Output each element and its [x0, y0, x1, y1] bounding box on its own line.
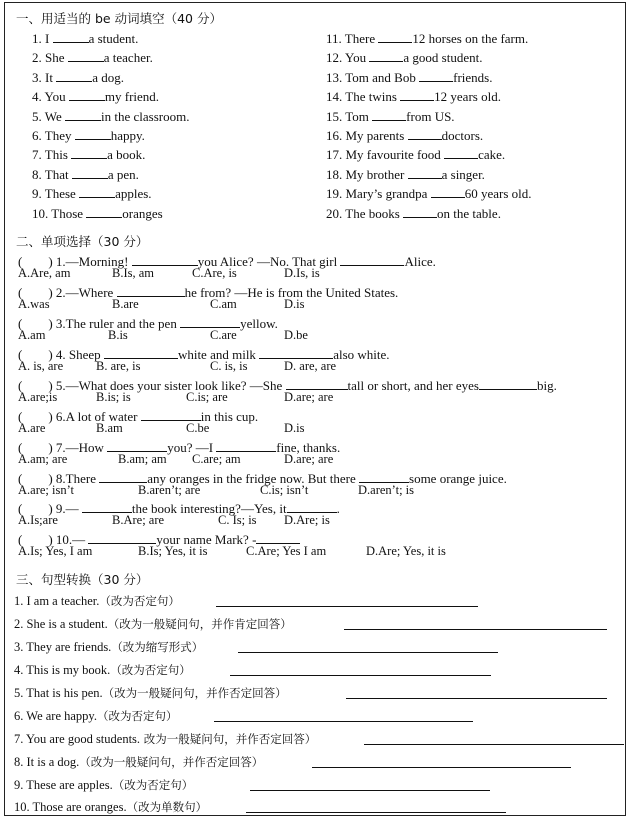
item-suffix: happy. — [110, 128, 145, 143]
choice-option[interactable]: A.are — [18, 421, 46, 435]
answer-blank[interactable] — [72, 168, 108, 179]
item-prefix: She — [45, 50, 68, 66]
question-text: ( ) 3.The ruler and the pen — [18, 316, 181, 331]
question-text: your name Mark? - — [156, 532, 257, 547]
choice-option[interactable]: C. Is; is — [218, 513, 257, 527]
item-prefix: Tom — [345, 108, 373, 124]
choice-option[interactable]: A.Are, am — [18, 266, 71, 280]
choice-option[interactable]: B.Is, am — [112, 266, 155, 280]
answer-blank[interactable] — [372, 110, 406, 121]
answer-blank[interactable] — [88, 533, 156, 544]
item-number: 20. — [326, 205, 346, 221]
sentence-item — [14, 662, 191, 678]
answer-blank[interactable] — [104, 348, 178, 359]
answer-blank[interactable] — [400, 90, 434, 101]
item-suffix: in the classroom. — [101, 108, 190, 124]
choice-option[interactable]: C.Are, is — [192, 266, 237, 280]
item-suffix: cake. — [478, 147, 506, 163]
choice-question — [18, 282, 398, 301]
answer-blank[interactable] — [216, 441, 276, 452]
choice-option[interactable]: A.are;is — [18, 390, 58, 404]
question-text: . — [336, 501, 340, 516]
choice-option[interactable]: B.is; is — [96, 390, 131, 404]
answer-blank[interactable] — [69, 90, 105, 101]
sentence-text: 9. These are apples. — [14, 778, 113, 792]
choice-option[interactable]: C.Are; Yes I am — [246, 544, 327, 558]
choice-option[interactable]: A.are; isn’t — [18, 483, 75, 497]
item-number: 14. — [326, 89, 346, 105]
item-number: 5. — [32, 108, 45, 124]
sentence-text: 3. They are friends. — [14, 640, 112, 654]
choice-option[interactable]: C.is; are — [186, 390, 228, 404]
item-prefix: Those — [51, 205, 87, 221]
item-number: 4. — [32, 89, 45, 105]
sentence-text: 6. We are happy. — [14, 709, 97, 723]
choice-option[interactable]: C.be — [186, 421, 210, 435]
answer-blank[interactable] — [99, 472, 147, 483]
question-text: some orange juice. — [409, 471, 507, 486]
fill-blank-item — [326, 31, 528, 47]
answer-blank[interactable] — [259, 348, 333, 359]
choice-option[interactable]: D.are; are — [284, 452, 334, 466]
choice-option[interactable]: D.are; are — [284, 390, 334, 404]
choice-option[interactable]: D.is — [284, 421, 305, 435]
question-text: ( ) 9.— — [18, 501, 82, 516]
choice-option[interactable]: A. is, are — [18, 359, 64, 373]
item-prefix: There — [344, 31, 379, 46]
choice-option[interactable]: D.Are; Yes, it is — [366, 544, 446, 558]
question-text: big. — [536, 378, 557, 393]
item-prefix: They — [44, 128, 75, 143]
sentence-item — [14, 754, 263, 770]
item-prefix: My brother — [345, 166, 408, 182]
item-suffix: a good student. — [403, 50, 483, 66]
answer-blank[interactable] — [403, 207, 437, 218]
sentence-text: 10. Those are oranges. — [14, 800, 127, 814]
choice-option[interactable]: B.aren’t; are — [138, 483, 201, 497]
sentence-item — [14, 708, 178, 724]
question-text: ( ) 2.—Where — [18, 285, 117, 300]
answer-blank[interactable] — [408, 168, 442, 179]
fill-blank-item — [32, 109, 189, 125]
question-text: in this cup. — [200, 409, 259, 424]
question-text: you? —I — [167, 440, 217, 455]
item-suffix: a teacher. — [103, 50, 153, 66]
answer-blank[interactable] — [431, 187, 465, 198]
question-text: ( ) 1.—Morning! — [18, 254, 132, 269]
choice-option[interactable]: D.be — [284, 328, 308, 342]
item-prefix: Mary’s grandpa — [345, 186, 431, 202]
item-number: 3. — [32, 69, 45, 85]
question-text: you Alice? —No. That girl — [197, 254, 341, 269]
fill-blank-item — [32, 147, 145, 163]
item-prefix: My favourite food — [345, 147, 445, 163]
question-text: Alice. — [404, 254, 436, 269]
item-suffix: friends. — [453, 69, 493, 85]
item-number: 11. — [326, 31, 345, 46]
answer-line[interactable] — [250, 790, 490, 791]
item-suffix: doctors. — [441, 128, 484, 143]
item-number: 9. — [32, 186, 45, 202]
question-text: ( ) 10.— — [18, 532, 89, 547]
sentence-text: 5. That is his pen. — [14, 686, 103, 700]
answer-blank[interactable] — [53, 32, 89, 43]
fill-blank-item — [32, 186, 152, 202]
fill-blank-item — [32, 31, 138, 47]
answer-blank[interactable] — [79, 187, 115, 198]
item-prefix: The twins — [345, 89, 401, 105]
sentence-text: 8. It is a dog. — [14, 755, 80, 769]
answer-blank[interactable] — [419, 71, 453, 82]
item-prefix: My parents — [345, 128, 408, 143]
item-suffix: a book. — [107, 147, 146, 163]
sentence-instruction: （改为缩写形式） — [111, 640, 204, 654]
choice-option[interactable]: B.Are; are — [112, 513, 165, 527]
question-text: fine, thanks. — [276, 440, 341, 455]
sentence-text: 1. I am a teacher. — [14, 594, 100, 608]
item-suffix: a pen. — [107, 166, 139, 182]
item-suffix: my friend. — [104, 89, 160, 105]
choice-option[interactable]: B.are — [112, 297, 139, 311]
fill-blank-item — [32, 50, 153, 66]
question-text: ( ) 4. Sheep — [18, 347, 104, 362]
question-text: the book interesting?—Yes, it — [131, 501, 287, 516]
item-suffix: 12 years old. — [434, 89, 501, 105]
answer-blank[interactable] — [256, 533, 300, 544]
answer-blank[interactable] — [117, 286, 185, 297]
choice-question — [18, 406, 258, 425]
question-text: ( ) 8.There — [18, 471, 100, 486]
answer-blank[interactable] — [68, 51, 104, 62]
sentence-item — [14, 731, 316, 747]
item-number: 13. — [326, 69, 346, 85]
item-number: 8. — [32, 166, 45, 182]
item-number: 18. — [326, 166, 346, 182]
choice-option[interactable]: C. is, is — [210, 359, 248, 373]
item-number: 19. — [326, 186, 346, 202]
fill-blank-item — [32, 89, 159, 105]
answer-blank[interactable] — [132, 255, 198, 266]
answer-blank[interactable] — [180, 317, 240, 328]
question-text: ( ) 5.—What does your sister look like? —She — [18, 378, 286, 393]
answer-line[interactable] — [346, 698, 607, 699]
item-prefix: I — [45, 31, 53, 46]
sentence-text: 2. She is a student. — [14, 617, 108, 631]
fill-blank-item — [326, 50, 482, 66]
sentence-item — [14, 799, 207, 815]
item-suffix: apples. — [115, 186, 152, 202]
fill-blank-item — [326, 109, 455, 125]
choice-option[interactable]: C.are — [210, 328, 237, 342]
answer-line[interactable] — [344, 629, 607, 630]
sentence-item — [14, 639, 203, 655]
sentence-instruction: （改为一般疑问句，并作肯定回答） — [107, 617, 292, 631]
question-text: also white. — [333, 347, 390, 362]
fill-blank-item — [326, 147, 505, 163]
sentence-instruction: （改为一般疑问句，并作否定回答） — [102, 686, 287, 700]
question-text: yellow. — [240, 316, 278, 331]
section3-title: 三、句型转换（30 分） — [16, 572, 149, 587]
sentence-item — [14, 593, 180, 609]
fill-blank-item — [32, 206, 163, 222]
question-text: he from? —He is from the United States. — [184, 285, 399, 300]
answer-blank[interactable] — [479, 379, 537, 390]
choice-option[interactable]: C.is; isn’t — [260, 483, 309, 497]
answer-blank[interactable] — [75, 129, 111, 140]
sentence-instruction: （改为否定句） — [97, 709, 178, 723]
answer-line[interactable] — [364, 744, 624, 745]
fill-blank-item — [32, 128, 145, 144]
sentence-instruction: （改为单数句） — [126, 800, 208, 814]
answer-line[interactable] — [230, 675, 491, 676]
item-number: 6. — [32, 128, 45, 143]
choice-option[interactable]: B. are, is — [96, 359, 141, 373]
answer-blank[interactable] — [408, 129, 442, 140]
item-number: 10. — [32, 205, 52, 221]
sentence-instruction: （改为否定句） — [99, 594, 180, 608]
item-suffix: on the table. — [437, 205, 501, 221]
answer-blank[interactable] — [369, 51, 403, 62]
question-text: tall or short, and her eyes — [347, 378, 479, 393]
item-suffix: a dog. — [92, 69, 124, 85]
choice-option[interactable]: B.am; am — [118, 452, 167, 466]
answer-blank[interactable] — [359, 472, 409, 483]
answer-blank[interactable] — [65, 110, 101, 121]
answer-line[interactable] — [216, 606, 478, 607]
answer-blank[interactable] — [82, 502, 132, 513]
item-prefix: We — [44, 108, 66, 124]
item-prefix: This — [44, 147, 72, 163]
answer-line[interactable] — [238, 652, 498, 653]
sentence-item — [14, 777, 193, 793]
answer-blank[interactable] — [71, 148, 107, 159]
fill-blank-item — [32, 70, 124, 86]
item-prefix: It — [45, 69, 57, 85]
choice-option[interactable]: C.am — [210, 297, 237, 311]
choice-option[interactable]: D.aren’t; is — [358, 483, 415, 497]
sentence-instruction: （改为否定句） — [112, 778, 194, 792]
item-suffix: oranges — [122, 205, 163, 221]
answer-blank[interactable] — [340, 255, 404, 266]
item-suffix: a student. — [88, 31, 139, 46]
fill-blank-item — [32, 167, 139, 183]
sentence-instruction: （改为否定句） — [110, 663, 191, 677]
choice-option[interactable]: B.Is; Yes, it is — [138, 544, 208, 558]
answer-line[interactable] — [246, 812, 506, 813]
choice-option[interactable]: B.is — [108, 328, 128, 342]
answer-blank[interactable] — [378, 32, 412, 43]
item-prefix: You — [345, 50, 370, 66]
question-text: any oranges in the fridge now. But there — [147, 471, 360, 486]
answer-blank[interactable] — [86, 207, 122, 218]
sentence-item — [14, 685, 287, 701]
item-number: 15. — [326, 108, 346, 124]
sentence-instruction: 改为一般疑问句，并作否定回答） — [140, 732, 317, 746]
answer-blank[interactable] — [107, 441, 167, 452]
item-number: 17. — [326, 147, 346, 163]
item-suffix: 60 years old. — [464, 186, 532, 202]
choice-option[interactable]: D.Is, is — [284, 266, 320, 280]
choice-option[interactable]: C.are; am — [192, 452, 241, 466]
question-text: ( ) 7.—How — [18, 440, 108, 455]
answer-line[interactable] — [312, 767, 571, 768]
fill-blank-item — [326, 128, 483, 144]
choice-option[interactable]: A.was — [18, 297, 50, 311]
fill-blank-item — [326, 70, 492, 86]
answer-blank[interactable] — [56, 71, 92, 82]
item-prefix: The books — [345, 205, 404, 221]
item-number: 12. — [326, 50, 346, 66]
choice-option[interactable]: B.am — [96, 421, 123, 435]
section2-title: 二、单项选择（30 分） — [16, 234, 149, 249]
choice-option[interactable]: A.Is;are — [18, 513, 58, 527]
item-number: 7. — [32, 147, 45, 163]
answer-blank[interactable] — [287, 502, 337, 513]
item-suffix: 12 horses on the farm. — [412, 31, 529, 46]
sentence-text: 4. This is my book. — [14, 663, 111, 677]
item-number: 2. — [32, 50, 45, 66]
fill-blank-item — [326, 206, 501, 222]
choice-option[interactable]: D.Are; is — [284, 513, 330, 527]
fill-blank-item — [326, 167, 485, 183]
item-prefix: Tom and Bob — [345, 69, 420, 85]
item-prefix: These — [44, 186, 80, 202]
choice-option[interactable]: D.is — [284, 297, 305, 311]
choice-option[interactable]: D. are, are — [284, 359, 337, 373]
section1-title: 一、用适当的 be 动词填空（40 分） — [16, 11, 222, 26]
question-text: ( ) 6.A lot of water — [18, 409, 141, 424]
answer-blank[interactable] — [141, 410, 201, 421]
question-text: white and milk — [177, 347, 260, 362]
item-prefix: You — [44, 89, 69, 105]
sentence-instruction: （改为一般疑问句，并作否定回答） — [79, 755, 264, 769]
choice-option[interactable]: A.am — [18, 328, 46, 342]
item-suffix: from US. — [406, 108, 455, 124]
choice-question — [18, 313, 278, 332]
item-number: 1. — [32, 31, 45, 46]
item-prefix: That — [44, 166, 72, 182]
fill-blank-item — [326, 186, 532, 202]
sentence-item — [14, 616, 292, 632]
item-suffix: a singer. — [441, 166, 485, 182]
fill-blank-item — [326, 89, 501, 105]
answer-line[interactable] — [214, 721, 473, 722]
answer-blank[interactable] — [286, 379, 348, 390]
answer-blank[interactable] — [444, 148, 478, 159]
choice-option[interactable]: A.Is; Yes, I am — [18, 544, 93, 558]
item-number: 16. — [326, 128, 346, 143]
choice-option[interactable]: A.am; are — [18, 452, 68, 466]
sentence-text: 7. You are good students. — [14, 732, 141, 746]
